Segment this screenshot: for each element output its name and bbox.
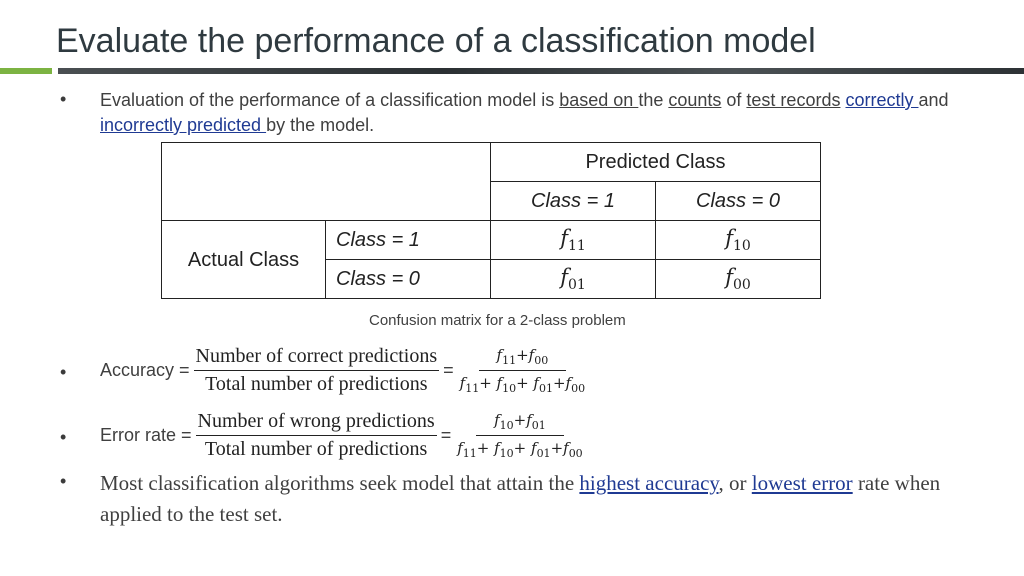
accuracy-formula <box>100 345 591 396</box>
act-class-1-label: Class = 1 <box>326 221 491 260</box>
closing-text: rate when applied to the test set. <box>100 471 941 526</box>
accuracy-fraction-words: $\frac{\text{Number of correct predictions}}{\text{Total number of predictions}}$ <box>195 345 438 395</box>
error-rate-formula <box>100 410 589 461</box>
incorrectly-predicted-link[interactable]: incorrectly predicted <box>100 115 267 135</box>
bullet-marker: • <box>60 362 67 382</box>
test-records-link[interactable]: test records <box>746 90 841 110</box>
title-accent-bar <box>0 68 52 74</box>
error-fraction-symbols: $\frac{f_{10}+f_{01}}{f_{11}+ f_{10}+ f_{01}+f_{00}}$ <box>457 411 583 460</box>
accuracy-label: Accuracy = <box>100 360 190 380</box>
actual-class-header: Actual Class <box>162 221 326 299</box>
cell-f10: $f_{10}$ <box>656 221 821 260</box>
cell-f11: $f_{11}$ <box>491 221 656 260</box>
cell-f01: $f_{01}$ <box>491 260 656 299</box>
slide-title: Evaluate the performance of a classification model <box>56 22 816 60</box>
intro-text: of <box>721 90 747 110</box>
highest-accuracy-link[interactable]: highest accuracy <box>579 471 719 495</box>
intro-text: and <box>918 90 949 110</box>
bullet-marker: • <box>60 427 67 447</box>
lowest-error-link[interactable]: lowest error <box>751 471 853 495</box>
equals-sign: = <box>440 425 452 445</box>
matrix-empty-corner <box>162 143 491 221</box>
equals-sign: = <box>443 360 454 380</box>
pred-class-0-header: Class = 0 <box>656 182 821 221</box>
confusion-matrix-table <box>161 142 821 299</box>
closing-text: Most classification algorithms seek model that attain the <box>100 471 580 495</box>
correctly-link[interactable]: correctly <box>845 90 919 110</box>
intro-text: the <box>638 90 669 110</box>
predicted-class-header: Predicted Class <box>491 143 821 182</box>
title-divider-bar <box>58 68 1024 74</box>
bullet-marker: • <box>60 471 67 491</box>
closing-text: , or <box>718 471 752 495</box>
based-on-link[interactable]: based on <box>559 90 639 110</box>
bullet-marker: • <box>60 89 67 109</box>
intro-paragraph <box>100 88 1000 138</box>
counts-link[interactable]: counts <box>668 90 722 110</box>
error-rate-label: Error rate = <box>100 425 192 445</box>
closing-paragraph <box>100 468 1000 530</box>
error-fraction-words: $\frac{\text{Number of wrong predictions}}{\text{Total number of predictions}}$ <box>197 410 435 460</box>
intro-text: by the model. <box>266 115 375 135</box>
pred-class-1-header: Class = 1 <box>491 182 656 221</box>
cell-f00: $f_{00}$ <box>656 260 821 299</box>
intro-text: Evaluation of the performance of a classification model is <box>100 90 560 110</box>
accuracy-fraction-symbols: $\frac{f_{11}+f_{00}}{f_{11}+ f_{10}+ f_{01}+f_{00}}$ <box>459 346 586 395</box>
act-class-0-label: Class = 0 <box>326 260 491 299</box>
matrix-caption: Confusion matrix for a 2-class problem <box>369 312 626 329</box>
